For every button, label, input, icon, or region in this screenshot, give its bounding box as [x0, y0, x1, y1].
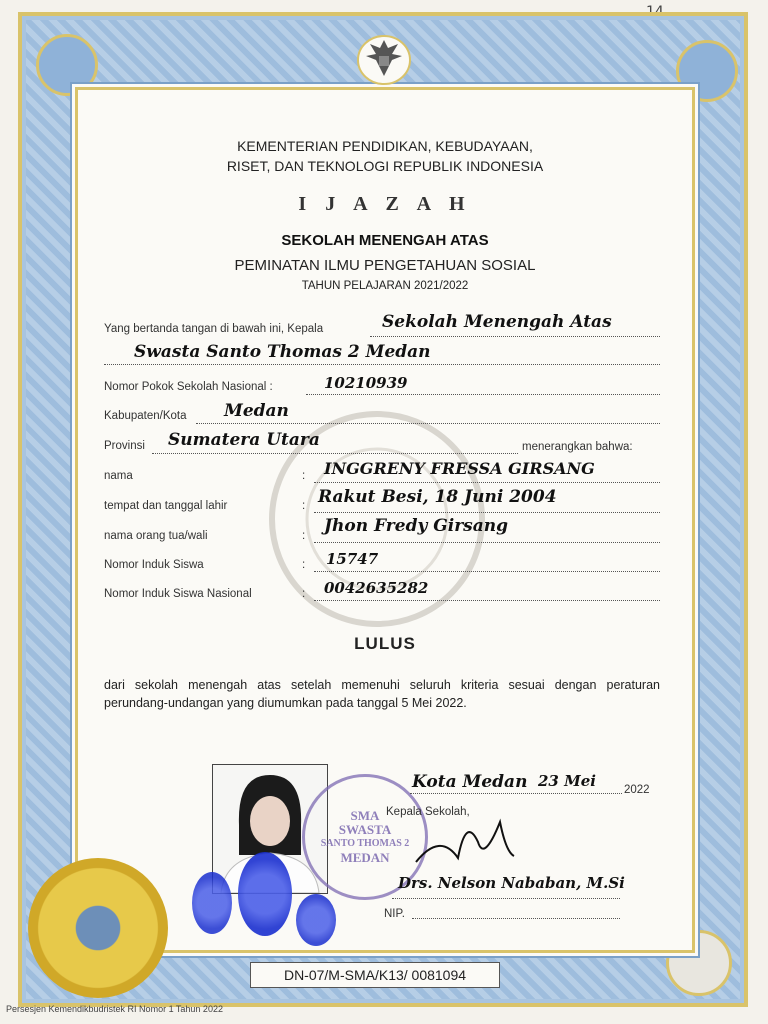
school-name-line-2: Swasta Santo Thomas 2 Medan [134, 342, 431, 362]
academic-year: TAHUN PELAJARAN 2021/2022 [301, 280, 469, 292]
ministry-heading [100, 136, 670, 176]
dotted-line [104, 364, 660, 365]
dotted-line [306, 394, 660, 395]
regulation-footnote: Persesjen Kemendikbudristek RI Nomor 1 Tahun 2022 [6, 1004, 223, 1014]
nisn-value: 0042635282 [324, 579, 429, 597]
dotted-line [314, 542, 660, 543]
peminatan: PEMINATAN ILMU PENGETAHUAN SOSIAL [234, 257, 536, 274]
nis-label: Nomor Induk Siswa [104, 559, 204, 571]
provinsi-label: Provinsi [104, 440, 145, 452]
stamp-line-1: SMA [350, 808, 380, 823]
tut-wuri-handayani-emblem [28, 858, 168, 998]
signing-date: 23 Mei [538, 772, 596, 790]
fingerprint-middle [238, 852, 292, 936]
parent-name: Jhon Fredy Girsang [324, 516, 509, 536]
dotted-line [314, 482, 660, 483]
ministry-line-2: RISET, DAN TEKNOLOGI REPUBLIK INDONESIA [226, 158, 544, 174]
kabupaten-value: Medan [224, 401, 289, 421]
corner-ornament-top-left [36, 34, 98, 96]
stamp-line-3: SANTO THOMAS 2 [320, 838, 410, 849]
signing-place: Kota Medan [412, 772, 528, 792]
dotted-line [196, 423, 660, 424]
dotted-line [412, 918, 620, 919]
dotted-line [314, 512, 660, 513]
dotted-line [392, 898, 620, 899]
intro-label: Yang bertanda tangan di bawah ini, Kepala [104, 323, 324, 335]
student-name: INGGRENY FRESSA GIRSANG [324, 459, 595, 478]
dotted-line [314, 600, 660, 601]
document-title: I J A Z A H [298, 193, 472, 215]
ortu-label: nama orang tua/wali [104, 530, 208, 542]
graduation-statement: dari sekolah menengah atas setelah memenuhi seluruh kriteria sesuai dengan peraturan perundang-undangan yang diumumkan pada tanggal 5 Mei 2022. [104, 678, 660, 710]
nip-label: NIP. [384, 908, 405, 920]
colon: : [302, 530, 306, 542]
kepala-sekolah-label: Kepala Sekolah, [386, 806, 470, 818]
stamp-line-4: MEDAN [340, 850, 390, 865]
fingerprint-left [192, 872, 232, 934]
nisn-label: Nomor Induk Siswa Nasional [104, 588, 252, 600]
birth-place-date: Rakut Besi, 18 Juni 2004 [318, 487, 557, 507]
colon: : [302, 500, 306, 512]
signing-year: 2022 [624, 784, 650, 796]
provinsi-value: Sumatera Utara [168, 430, 320, 450]
document-number: DN-07/M-SMA/K13/ 0081094 [250, 962, 500, 988]
garuda-emblem-icon [356, 32, 412, 86]
npsn-label: Nomor Pokok Sekolah Nasional : [104, 381, 273, 393]
colon: : [302, 559, 306, 571]
principal-name: Drs. Nelson Nababan, M.Si [398, 874, 625, 892]
nama-label: nama [104, 470, 133, 482]
menerangkan-label: menerangkan bahwa: [522, 441, 633, 453]
npsn-value: 10210939 [324, 374, 408, 392]
school-type: SEKOLAH MENENGAH ATAS [281, 232, 489, 249]
dotted-line [410, 793, 622, 794]
ministry-line-1: KEMENTERIAN PENDIDIKAN, KEBUDAYAAN, [237, 138, 533, 154]
ttl-label: tempat dan tanggal lahir [104, 500, 228, 512]
fingerprint-right [296, 894, 336, 946]
dotted-line [314, 571, 660, 572]
nis-value: 15747 [326, 550, 379, 568]
graduation-result: LULUS [354, 634, 416, 653]
school-name-line-1: Sekolah Menengah Atas [382, 312, 612, 332]
dotted-line [370, 336, 660, 337]
dotted-line [152, 453, 518, 454]
colon: : [302, 588, 306, 600]
principal-signature-icon [410, 812, 520, 872]
stamp-line-2: SWASTA [338, 822, 392, 837]
colon: : [302, 470, 306, 482]
kabupaten-label: Kabupaten/Kota [104, 410, 187, 422]
